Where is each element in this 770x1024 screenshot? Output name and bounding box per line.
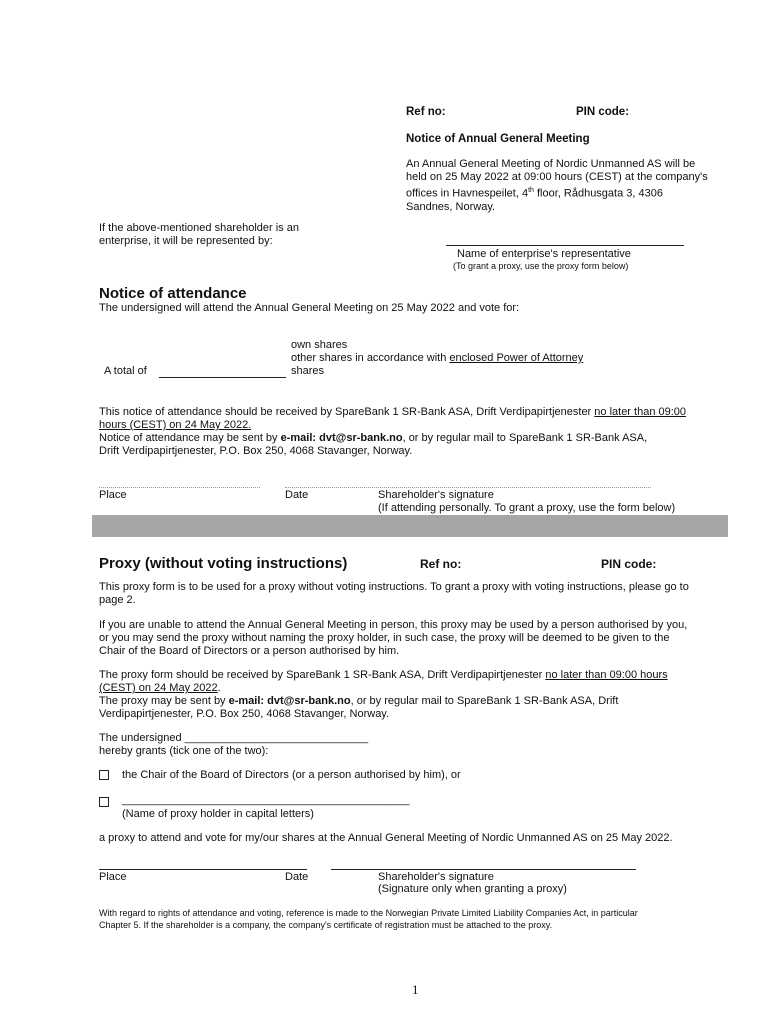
undersigned-field[interactable]: The undersigned ______________________________ bbox=[99, 732, 369, 744]
representative-note: (To grant a proxy, use the proxy form below) bbox=[453, 261, 629, 271]
attendance-intro: The undersigned will attend the Annual General Meeting on 25 May 2022 and vote for: bbox=[99, 302, 520, 314]
proxy-place-label: Place bbox=[99, 871, 127, 883]
proxy-date-label: Date bbox=[285, 871, 309, 883]
attendance-place-label: Place bbox=[99, 489, 127, 501]
enterprise-text: If the above-mentioned shareholder is an enterprise, it will be represented by: bbox=[99, 222, 299, 247]
total-label: A total of bbox=[104, 365, 147, 377]
representative-line[interactable] bbox=[446, 245, 684, 246]
meeting-line-2: held on 25 May 2022 at 09:00 hours (CEST) at the company's bbox=[406, 171, 708, 183]
proxy-signature-label: Shareholder's signature bbox=[378, 871, 494, 883]
own-shares-label: own shares bbox=[291, 339, 348, 351]
undersigned-block: The undersigned ______________________________ hereby grants (tick one of the two): bbox=[99, 732, 369, 757]
proxy-intro: This proxy form is to be used for a proxy without voting instructions. To grant a proxy with voting instructions, please go to page 2. bbox=[99, 581, 689, 606]
total-shares-field[interactable] bbox=[159, 377, 286, 378]
proxy-pin-label: PIN code: bbox=[601, 557, 657, 571]
notice-title: Notice of Annual General Meeting bbox=[406, 133, 590, 145]
legal-footnote: With regard to rights of attendance and voting, reference is made to the Norwegian Private Limited Liability Companies Act, in particular Chapter 5. If the shareholder is a company, the company's certificate of registration must be attached to the proxy. bbox=[99, 908, 638, 930]
proxy-ref-label: Ref no: bbox=[420, 557, 462, 571]
representative-label: Name of enterprise's representative bbox=[457, 248, 631, 260]
proxy-place-line[interactable] bbox=[99, 869, 307, 870]
proxy-explanation: If you are unable to attend the Annual General Meeting in person, this proxy may be used by a person authorised by you, or you may send the proxy without naming the proxy holder, in such case, the proxy will be deemed to be given to the Chair of the Board of Directors or a person authorised by him. bbox=[99, 619, 688, 657]
meeting-line-1: An Annual General Meeting of Nordic Unmanned AS will be bbox=[406, 158, 696, 170]
meeting-line-4: Sandnes, Norway. bbox=[406, 200, 496, 213]
proxy-email[interactable]: e-mail: dvt@sr-bank.no bbox=[228, 695, 351, 707]
attendance-signature-note: (If attending personally. To grant a proxy, use the form below) bbox=[378, 502, 676, 514]
proxy-holder-label: (Name of proxy holder in capital letters) bbox=[122, 808, 314, 820]
attendance-place-line[interactable] bbox=[99, 487, 260, 488]
proxy-signature-note: (Signature only when granting a proxy) bbox=[378, 883, 567, 895]
attend-vote-text: a proxy to attend and vote for my/our shares at the Annual General Meeting of Nordic Unmanned AS on 25 May 2022. bbox=[99, 832, 673, 844]
proxy-receipt: The proxy form should be received by SpareBank 1 SR-Bank ASA, Drift Verdipapirtjenester no later than 09:00 hours (CEST) on 24 May 2022. The proxy may be sent by e-mail: dvt@sr-bank.no, or by regular mail to SpareBank 1 SR-Bank ASA, Drift Verdipapirtjenester, P.O. Box 250, 4068 Stavanger, Norway. bbox=[99, 669, 668, 720]
shares-label: shares bbox=[291, 365, 325, 377]
attendance-receipt: This notice of attendance should be received by SpareBank 1 SR-Bank ASA, Drift Verdipapirtjenester no later than 09:00 hours (CEST) on 24 May 2022. Notice of attendance may be sent by e-mail: dvt@sr-bank.no, or by regular mail to SpareBank 1 SR-Bank ASA, Drift Verdipapirtjenester, P.O. Box 250, 4068 Stavanger, Norway. bbox=[99, 406, 687, 457]
proxy-title: Proxy (without voting instructions) bbox=[99, 555, 348, 572]
power-of-attorney-link[interactable]: enclosed Power of Attorney bbox=[449, 352, 584, 364]
other-shares-label: other shares in accordance with enclosed Power of Attorney bbox=[291, 352, 584, 364]
page-number: 1 bbox=[412, 982, 419, 997]
header-ref-label: Ref no: bbox=[406, 106, 446, 118]
header-pin-label: PIN code: bbox=[576, 106, 630, 118]
attendance-date-label: Date bbox=[285, 489, 309, 501]
attendance-email[interactable]: e-mail: dvt@sr-bank.no bbox=[280, 432, 403, 444]
proxy-holder-field[interactable]: _______________________________________________ bbox=[122, 794, 410, 806]
attendance-date-signature-line[interactable] bbox=[285, 487, 651, 488]
separator-band bbox=[92, 515, 728, 537]
meeting-line-3: offices in Havnespeilet, 4th floor, Rådhusgata 3, 4306 bbox=[406, 187, 663, 200]
chair-option-label: the Chair of the Board of Directors (or a person authorised by him), or bbox=[122, 769, 461, 781]
meeting-description bbox=[406, 158, 736, 214]
chair-checkbox[interactable] bbox=[99, 770, 109, 780]
proxy-holder-checkbox[interactable] bbox=[99, 797, 109, 807]
proxy-signature-line[interactable] bbox=[331, 869, 636, 870]
attendance-title: Notice of attendance bbox=[99, 285, 247, 302]
attendance-signature-label: Shareholder's signature bbox=[378, 489, 494, 501]
